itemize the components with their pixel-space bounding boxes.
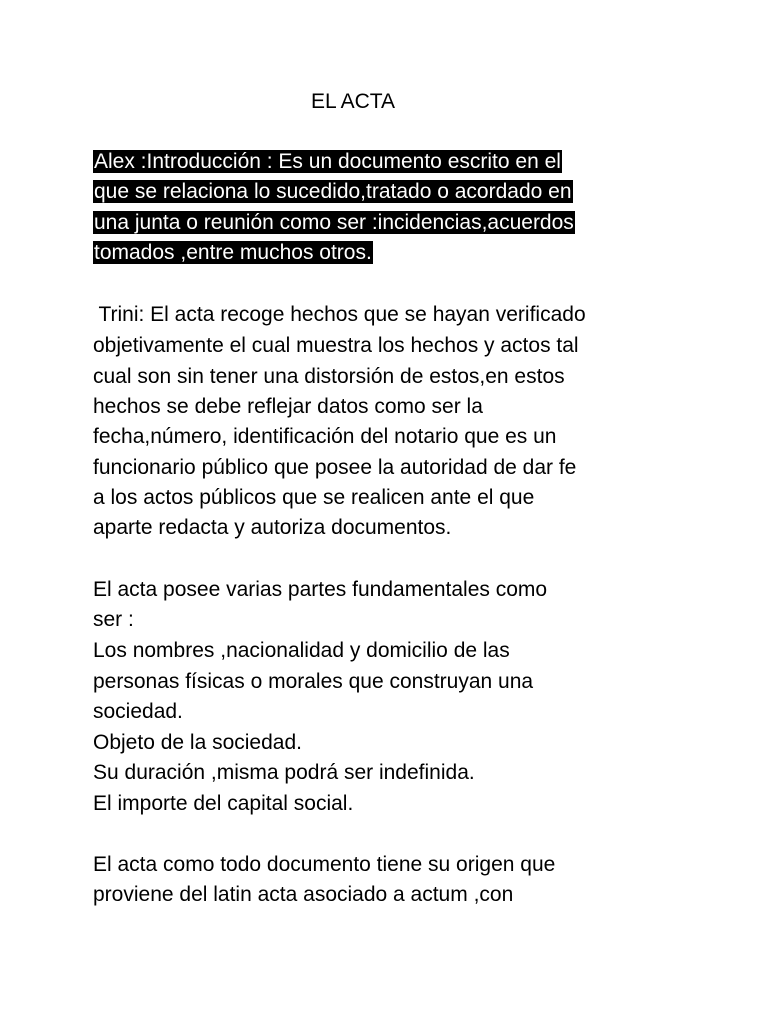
highlighted-text: Alex :Introducción : Es un documento escrito en el xyxy=(94,150,561,173)
document-title: EL ACTA xyxy=(311,90,396,113)
paragraph-line: hechos se debe reflejar datos como ser la xyxy=(93,395,483,418)
paragraph-line: funcionario público que posee la autoridad de dar fe xyxy=(93,456,577,479)
intro-line xyxy=(93,178,573,206)
paragraph-line: proviene del latin acta asociado a actum ,con xyxy=(93,883,514,906)
paragraph-line: aparte redacta y autoriza documentos. xyxy=(93,516,452,539)
paragraph-line: cual son sin tener una distorsión de estos,en estos xyxy=(93,365,565,388)
highlighted-text: tomados ,entre muchos otros. xyxy=(94,241,372,264)
intro-line xyxy=(93,209,575,237)
highlighted-text: una junta o reunión como ser :incidencias,acuerdos xyxy=(94,211,574,234)
intro-line xyxy=(93,148,562,176)
paragraph-line: a los actos públicos que se realicen ante el que xyxy=(93,486,535,509)
paragraph-line: El importe del capital social. xyxy=(93,792,354,815)
paragraph-line: personas físicas o morales que construyan una xyxy=(93,670,534,693)
paragraph-line: Objeto de la sociedad. xyxy=(93,731,302,754)
paragraph-line: fecha,número, identificación del notario que es un xyxy=(93,425,557,448)
paragraph-line: Los nombres ,nacionalidad y domicilio de las xyxy=(93,639,510,662)
paragraph-line: ser : xyxy=(93,608,134,631)
paragraph-line: Su duración ,misma podrá ser indefinida. xyxy=(93,761,475,784)
paragraph-line: El acta como todo documento tiene su origen que xyxy=(93,853,556,876)
paragraph-line: objetivamente el cual muestra los hechos y actos tal xyxy=(93,334,579,357)
paragraph-line: Trini: El acta recoge hechos que se hayan verificado xyxy=(93,303,586,326)
intro-line xyxy=(93,239,373,267)
paragraph-line: sociedad. xyxy=(93,700,183,723)
highlighted-text: que se relaciona lo sucedido,tratado o acordado en xyxy=(94,180,572,203)
paragraph-line: El acta posee varias partes fundamentales como xyxy=(93,578,548,601)
